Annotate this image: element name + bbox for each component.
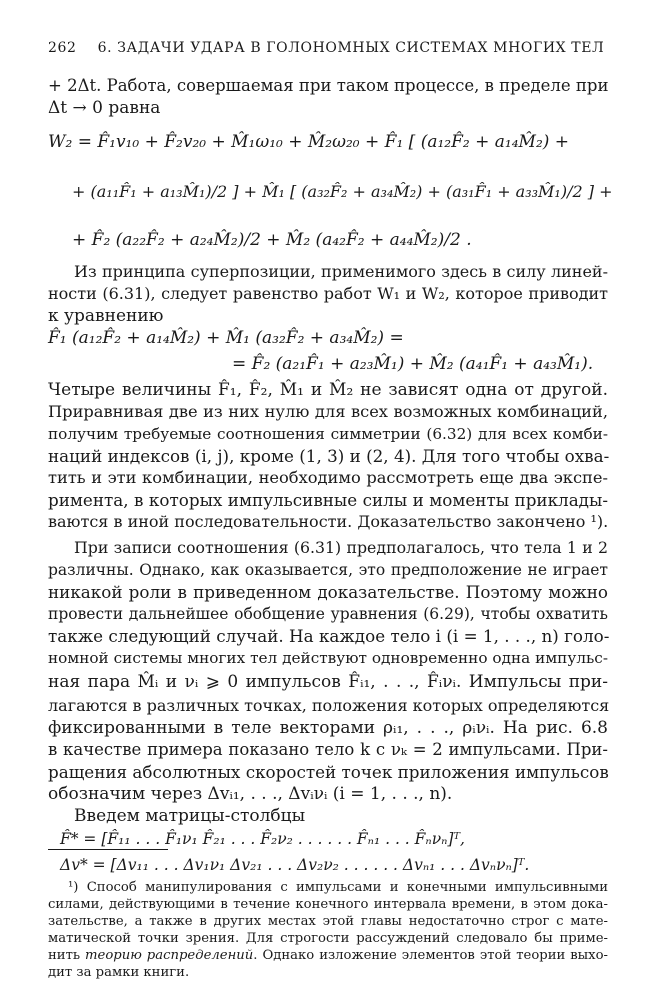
text-line: никакой роли в приведенном доказательстве. Поэтому можно [48,582,608,602]
text-line: римента, в которых импульсивные силы и моменты приклады- [48,490,608,510]
text-line: в качестве примера показано тело k с νₖ = 2 импульсами. При- [48,740,608,759]
equation-work-line: + F̂₂ (a₂₂F̂₂ + a₂₄M̂₂)/2 + M̂₂ (a₄₂F̂₂ + a₄₄M̂₂)/2 . [72,230,472,250]
footnote-text: . Однако изложение элементов этой теории выхо- [253,948,609,963]
text-line: Из принципа суперпозиции, применимого здесь в силу линей- [74,262,608,281]
running-title: 6. ЗАДАЧИ УДАРА В ГОЛОНОМНЫХ СИСТЕМАХ МНОГИХ ТЕЛ [97,40,605,56]
equation-symmetry-line: = F̂₂ (a₂₁F̂₁ + a₂₃M̂₁) + M̂₂ (a₄₁F̂₁ + a₄₃M̂₁). [232,354,594,374]
footnote-line: дит за рамки книги. [48,965,190,980]
text-line: различны. Однако, как оказывается, это предположение не играет [48,561,608,579]
equation-symmetry-line: F̂₁ (a₁₂F̂₂ + a₁₄M̂₂) + M̂₁ (a₃₂F̂₂ + a₃₄M̂₂) = [48,328,404,348]
text-line: лагаются в различных точках, положения которых определяются [48,696,610,715]
text-line: наций индексов (i, j), кроме (1, 3) и (2, 4). Для того чтобы охва- [48,446,610,466]
text-line: фиксированными в теле векторами ρᵢ₁, . . ., ρᵢνᵢ. На рис. 6.8 [48,718,608,738]
page-number: 262 [48,40,77,56]
equation-work-line: W₂ = F̂₁v₁₀ + F̂₂v₂₀ + M̂₁ω₁₀ + M̂₂ω₂₀ + F̂₁ [ (a₁₂F̂₂ + a₁₄M̂₂) + [48,132,570,152]
footnote-line: матической точки зрения. Для строгости рассуждений следовало бы приме- [48,931,608,946]
footnote-rule [48,849,168,850]
text-line: + 2Δt. Работа, совершаемая при таком процессе, в пределе при [48,76,609,95]
footnote-line: силами, действующими в течение конечного интервала времени, в этом дока- [48,897,608,912]
text-line: ваются в иной последовательности. Доказательство закончено ¹). [48,512,609,531]
text-line: ная пара M̂ᵢ и νᵢ ⩾ 0 импульсов F̂ᵢ₁, . . ., F̂ᵢνᵢ. Импульсы при- [48,672,608,692]
text-line: номной системы многих тел действуют одновременно одна импульс- [48,649,608,667]
text-line: Приравнивая две из них нулю для всех возможных комбинаций, [48,402,608,421]
text-line: провести дальнейшее обобщение уравнения (6.29), чтобы охватить [48,605,608,623]
text-line: Δt → 0 равна [48,98,161,118]
running-header [48,40,608,56]
text-line: к уравнению [48,306,164,326]
text-line: При записи соотношения (6.31) предполагалось, что тела 1 и 2 [74,538,608,557]
text-line: Введем матрицы-столбцы [74,806,306,826]
text-line: обозначим через Δvᵢ₁, . . ., Δvᵢνᵢ (i = 1, . . ., n). [48,784,453,804]
footnote-text: нить [48,948,86,963]
equation-matrix-line: Δv* = [Δv₁₁ . . . Δv₁ν₁ Δv₂₁ . . . Δv₂ν₂ . . . . . . Δvₙ₁ . . . Δvₙνₙ]ᵀ. [60,856,530,874]
text-line: получим требуемые соотношения симметрии (6.32) для всех комби- [48,425,608,443]
equation-work-line: + (a₁₁F̂₁ + a₁₃M̂₁)/2 ] + M̂₁ [ (a₃₂F̂₂ + a₃₄M̂₂) + (a₃₁F̂₁ + a₃₃M̂₁)/2 ] + [72,182,613,201]
footnote-emphasis: теорию распределений [85,948,254,963]
text-line: ности (6.31), следует равенство работ W₁ и W₂, которое приводит [48,284,608,303]
text-line: ращения абсолютных скоростей точек приложения импульсов [48,762,609,782]
footnote-line [48,948,608,964]
footnote-line: зательстве, а также в других местах этой главы недостаточно строг с мате- [48,914,608,929]
footnote-line: ¹) Способ манипулирования с импульсами и конечными импульсивными [68,880,608,895]
text-line: также следующий случай. На каждое тело i (i = 1, . . ., n) голо- [48,626,610,646]
text-line: тить и эти комбинации, необходимо рассмотреть еще два экспе- [48,468,608,487]
equation-matrix-line: F̂* = [F̂₁₁ . . . F̂₁ν₁ F̂₂₁ . . . F̂₂ν₂ . . . . . . F̂ₙ₁ . . . F̂ₙνₙ]ᵀ, [60,830,465,848]
text-line: Четыре величины F̂₁, F̂₂, M̂₁ и M̂₂ не зависят одна от другой. [48,380,608,400]
